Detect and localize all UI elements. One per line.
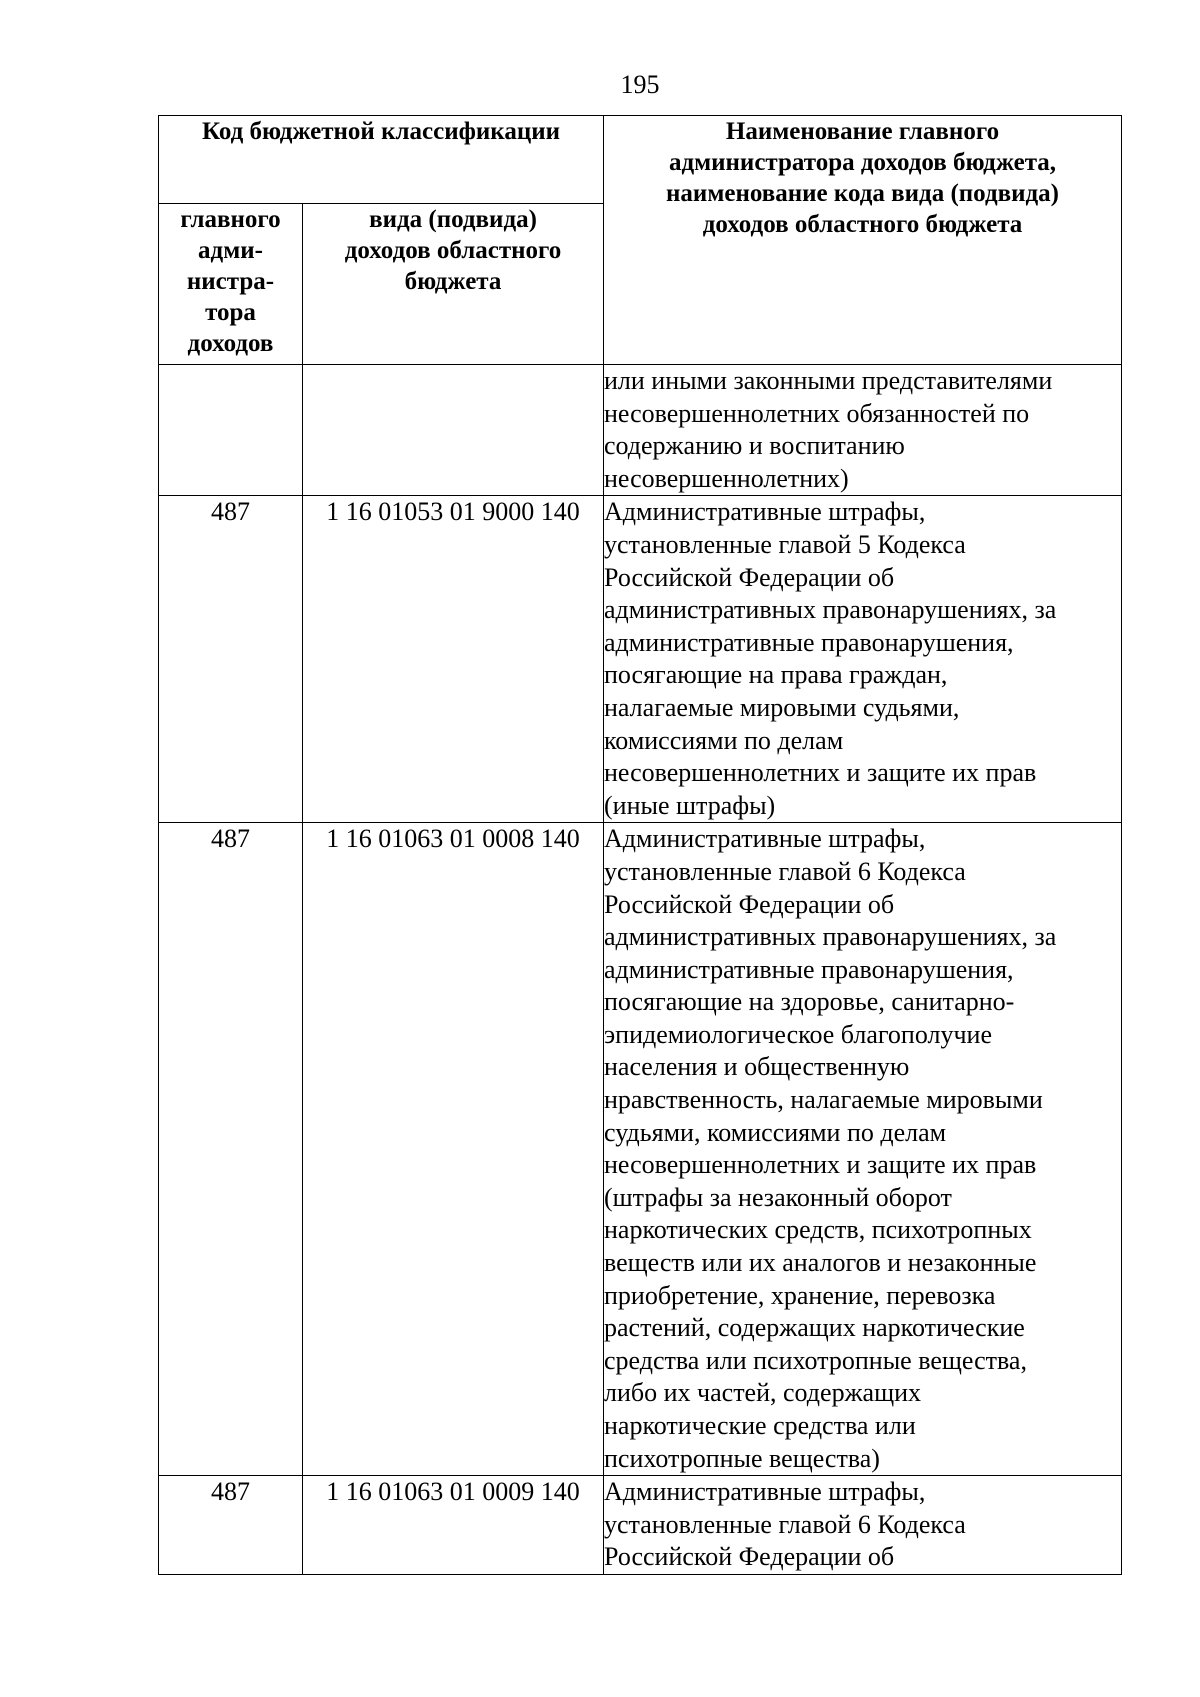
header-kind-line: вида (подвида) bbox=[369, 206, 537, 233]
description-line: веществ или их аналогов и незаконные bbox=[604, 1248, 1037, 1278]
table-row bbox=[159, 365, 1122, 496]
description-line: населения и общественную bbox=[604, 1052, 910, 1082]
header-kind-column bbox=[303, 204, 604, 365]
header-classification-group: Код бюджетной классификации bbox=[159, 116, 604, 204]
description-line: несовершеннолетних и защите их прав bbox=[604, 1150, 1037, 1180]
description-line: содержанию и воспитанию bbox=[604, 431, 905, 461]
description-line: (иные штрафы) bbox=[604, 790, 776, 820]
description-cell bbox=[604, 1476, 1122, 1575]
header-name-line: Наименование главного bbox=[725, 118, 1000, 145]
table-body bbox=[159, 365, 1122, 1575]
description-cell bbox=[604, 365, 1122, 496]
description-line: Административные штрафы, bbox=[604, 497, 926, 527]
description-line: нравственность, налагаемые мировыми bbox=[604, 1085, 1043, 1115]
description-line: посягающие на права граждан, bbox=[604, 660, 948, 690]
header-kind-line: доходов областного bbox=[344, 237, 562, 264]
header-admin-line: главного bbox=[180, 206, 281, 233]
header-name-column bbox=[604, 116, 1122, 365]
table-row bbox=[159, 823, 1122, 1476]
description-line: несовершеннолетних и защите их прав bbox=[604, 758, 1037, 788]
table-row bbox=[159, 496, 1122, 823]
description-line: растений, содержащих наркотические bbox=[604, 1313, 1025, 1343]
header-admin-line: тора bbox=[205, 299, 256, 326]
description-line: наркотические средства или bbox=[604, 1411, 916, 1440]
description-line: судьями, комиссиями по делам bbox=[604, 1117, 947, 1147]
admin-code-cell: 487 bbox=[159, 823, 303, 1476]
header-admin-line: адми- bbox=[198, 237, 263, 264]
description-line: установленные главой 5 Кодекса bbox=[604, 529, 966, 559]
description-line: административных правонарушениях, за bbox=[604, 922, 1057, 952]
description-line: средства или психотропные вещества, bbox=[604, 1345, 1027, 1375]
description-line: (штрафы за незаконный оборот bbox=[604, 1182, 952, 1212]
description-line: административные правонарушения, bbox=[604, 954, 1014, 984]
income-code-cell: 1 16 01063 01 0008 140 bbox=[303, 823, 604, 1476]
description-line: административных правонарушениях, за bbox=[604, 595, 1057, 625]
budget-classification-table bbox=[158, 115, 1122, 1575]
description-line: эпидемиологическое благополучие bbox=[604, 1019, 992, 1049]
page-number: 195 bbox=[620, 70, 660, 99]
admin-code-cell: 487 bbox=[159, 496, 303, 823]
admin-code-cell bbox=[159, 365, 303, 496]
description-line: или иными законными представителями bbox=[604, 366, 1053, 395]
header-name-line: наименование кода вида (подвида) bbox=[666, 180, 1059, 207]
description-line: несовершеннолетних обязанностей по bbox=[604, 398, 1030, 428]
description-line: приобретение, хранение, перевозка bbox=[604, 1280, 996, 1310]
description-line: комиссиями по делам bbox=[604, 725, 844, 755]
income-code-cell: 1 16 01063 01 0009 140 bbox=[303, 1476, 604, 1575]
description-cell bbox=[604, 496, 1122, 823]
header-admin-line: нистра- bbox=[186, 268, 275, 295]
income-code-cell: 1 16 01053 01 9000 140 bbox=[303, 496, 604, 823]
description-line: Административные штрафы, bbox=[604, 824, 926, 854]
description-line: посягающие на здоровье, санитарно- bbox=[604, 987, 1015, 1017]
header-name-line: доходов областного бюджета bbox=[702, 211, 1023, 238]
description-line: Российской Федерации об bbox=[604, 562, 895, 592]
description-line: налагаемые мировыми судьями, bbox=[604, 692, 960, 722]
description-line: Административные штрафы, bbox=[604, 1477, 926, 1507]
income-code-cell bbox=[303, 365, 604, 496]
header-admin-line: доходов bbox=[187, 330, 274, 357]
description-line: Российской Федерации об bbox=[604, 1542, 895, 1572]
description-line: несовершеннолетних) bbox=[604, 463, 849, 493]
table-row bbox=[159, 1476, 1122, 1575]
header-admin-column bbox=[159, 204, 303, 365]
description-line: установленные главой 6 Кодекса bbox=[604, 1509, 966, 1539]
description-line: психотропные вещества) bbox=[604, 1443, 880, 1473]
admin-code-cell: 487 bbox=[159, 1476, 303, 1575]
header-name-line: администратора доходов бюджета, bbox=[668, 149, 1057, 176]
description-line: наркотических средств, психотропных bbox=[604, 1215, 1032, 1245]
header-kind-line: бюджета bbox=[404, 268, 502, 295]
description-line: либо их частей, содержащих bbox=[604, 1378, 922, 1408]
description-line: установленные главой 6 Кодекса bbox=[604, 856, 966, 886]
description-cell bbox=[604, 823, 1122, 1476]
description-line: Российской Федерации об bbox=[604, 889, 895, 919]
description-line: административные правонарушения, bbox=[604, 627, 1014, 657]
